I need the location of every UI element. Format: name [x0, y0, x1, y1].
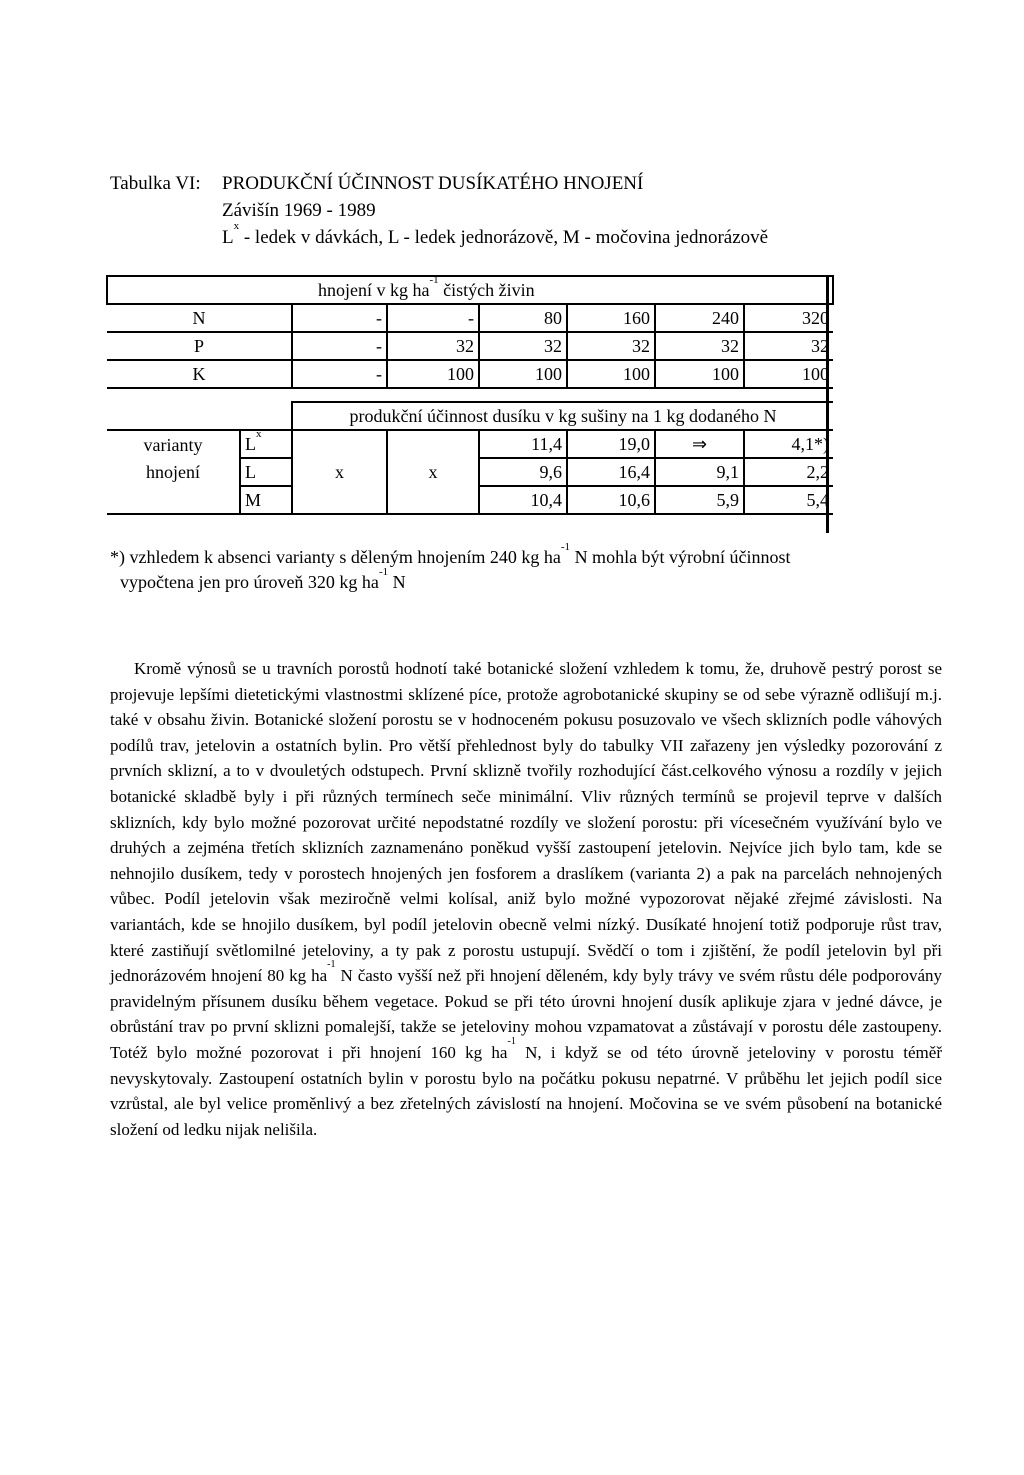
table-footnote — [110, 541, 940, 595]
footnote-line-1: *) vzhledem k absenci varianty s děleným hnojením 240 kg $ha^{-1}$ N mohla být výrobní účinnost — [110, 541, 791, 567]
table-row — [107, 332, 833, 360]
table-cell — [292, 430, 387, 458]
variant-code: L — [240, 458, 292, 486]
table-cell: 5,4 — [744, 486, 833, 514]
table-cell: 100 — [655, 360, 744, 388]
nutrient-label: K — [107, 360, 292, 388]
table-cell: 160 — [567, 304, 655, 332]
table-cell — [292, 486, 387, 514]
group-label: hnojení — [107, 458, 240, 486]
body-paragraph: Kromě výnosů se u travních porostů hodnotí také botanické složení vzhledem k tomu, že, druhově pestrý porost se projevuje lepšími dietetickými vlastnostmi sklízené píce, protože agrobotanické skupiny se od sebe výrazně odlišují m.j. také v obsahu živin. Botanické složení porostu se v hodnoceném pokusu posuzovalo ve všech sklizních podle váhových podílů trav, jetelovin a ostatních bylin. Pro větší přehlednost byly do tabulky VII zařazeny jen výsledky pozorování z prvních sklizní, a to v dvouletých odstupech. První sklizně tvořily rozhodující část.celkového výnosu a rozdíly v jejich botanické skladbě byly i při různých termínech seče minimální. Vliv různých termínů se projevil teprve v dalších sklizních, kdy bylo možné pozorovat určité nepodstatné rozdíly ve složení porostu: při vícesečném využívání bylo ve druhých a zejména třetích sklizních zaznamenáno poněkud vyšší zastoupení jetelovin. Nejvíce jich bylo tam, kde se nehnojilo dusíkem, tedy v porostech hnojených jen fosforem a draslíkem (varianta 2) a pak na parcelách nehnojených vůbec. Podíl jetelovin však meziročně velmi kolísal, aniž bylo možné vypozorovat nějaké zřejmé závislosti. Na variantách, kde se hnojilo dusíkem, byl podíl jetelovin obecně velmi nízký. Dusíkaté hnojení totiž podporuje růst trav, které zastiňují světlomilné jeteloviny, a ty pak z porostu ustupují. Svědčí o tom i zjištění, že podíl jetelovin byl při jednorázovém hnojení 80 kg $ha^{-1}$ N často vyšší než při hnojení děleném, kdy byly trávy ve svém růstu déle podporovány pravidelným přísunem dusíku během vegetace. Pokud se při této úrovni hnojení dusík aplikuje zjara v jedné dávce, je obrůstání trav po první sklizni pomalejší, takže se jeteloviny mohou vzpamatovat a zůstávají v porostu déle zastoupeny. Totéž bylo možné pozorovat i při hnojení 160 kg $ha^{-1}$ N, i když se od této úrovně jeteloviny v porostu téměř nevyskytovaly. Zastoupení ostatních bylin v porostu bylo na počátku pokusu nepatrné. V průběhu let jejich podíl sice vzrůstal, ale byl velice proměnlivý a bez zřetelných závislostí na hnojení. Močovina se ve svém působení na botanické složení od ledku nijak nelišila. — [110, 659, 942, 1139]
table-row — [107, 360, 833, 388]
table-cell — [387, 486, 479, 514]
table-caption — [110, 170, 768, 251]
table-cell: 2,2 — [744, 458, 833, 486]
table-cell: 9,1 — [655, 458, 744, 486]
table-cell: 100 — [567, 360, 655, 388]
table-cell: 80 — [479, 304, 567, 332]
table-cell: x — [387, 458, 479, 486]
table-cell — [387, 430, 479, 458]
table-cell: 10,6 — [567, 486, 655, 514]
table-row — [107, 430, 833, 458]
caption-label: Tabulka VI: — [110, 173, 201, 194]
table-cell: 100 — [744, 360, 833, 388]
table-cell: 240 — [655, 304, 744, 332]
table-cell: - — [292, 304, 387, 332]
table-row — [107, 486, 833, 514]
table-cell: 100 — [479, 360, 567, 388]
table-cell: 4,1*) — [744, 430, 833, 458]
variant-code: M — [240, 486, 292, 514]
group-label: varianty — [107, 430, 240, 458]
variant-code: $L^x$ — [240, 430, 292, 458]
table-cell: 5,9 — [655, 486, 744, 514]
table-cell: x — [292, 458, 387, 486]
table-cell: ⇒ — [655, 430, 744, 458]
table-cell: 9,6 — [479, 458, 567, 486]
table-cell: 32 — [655, 332, 744, 360]
table-cell: 19,0 — [567, 430, 655, 458]
fertilization-header: hnojení v kg $ha^{-1}$ čistých živin — [107, 276, 833, 304]
table-row — [107, 458, 833, 486]
efficiency-table — [106, 275, 834, 515]
table-header-row — [107, 402, 833, 430]
table-row — [107, 304, 833, 332]
table-cell: - — [292, 360, 387, 388]
table-cell: 32 — [387, 332, 479, 360]
nutrient-label: N — [107, 304, 292, 332]
caption-title: PRODUKČNÍ ÚČINNOST DUSÍKATÉHO HNOJENÍ — [222, 173, 644, 194]
table-cell: 11,4 — [479, 430, 567, 458]
table-cell: - — [292, 332, 387, 360]
nutrient-label: P — [107, 332, 292, 360]
table-cell: 320 — [744, 304, 833, 332]
table-cell: 100 — [387, 360, 479, 388]
efficiency-header: produkční účinnost dusíku v kg sušiny na 1 kg dodaného N — [292, 402, 833, 430]
table-spacer — [107, 388, 833, 402]
table-header-row — [107, 276, 833, 304]
table-cell: 32 — [567, 332, 655, 360]
table-cell: 16,4 — [567, 458, 655, 486]
caption-location: Závišín 1969 - 1989 — [222, 200, 376, 221]
table-frame-line — [826, 275, 829, 533]
table-cell: 32 — [744, 332, 833, 360]
footnote-line-2: vypočtena jen pro úroveň 320 kg $ha^{-1}$ N — [120, 566, 406, 592]
caption-legend: $L^x$ - ledek v dávkách, L - ledek jednorázově, M - močovina jednorázově — [222, 220, 769, 248]
table-cell: 10,4 — [479, 486, 567, 514]
table-cell: - — [387, 304, 479, 332]
table-cell: 32 — [479, 332, 567, 360]
